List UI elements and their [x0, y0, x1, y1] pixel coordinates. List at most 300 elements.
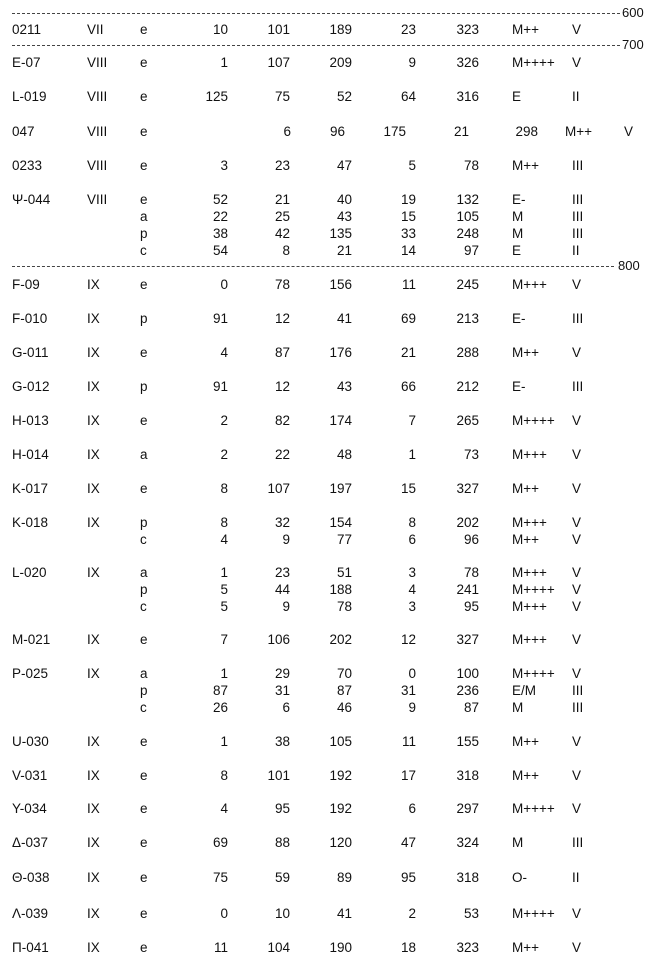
cell-type: p [140, 311, 148, 326]
cell-value: 96 [329, 124, 345, 139]
cell-value: 9 [282, 532, 290, 547]
cell-value: 6 [408, 801, 416, 816]
cell-class: II [572, 89, 580, 104]
cell-value: 89 [336, 870, 352, 885]
row-period: IX [87, 940, 100, 955]
cell-value: 2 [408, 906, 416, 921]
row-period: IX [87, 311, 100, 326]
cell-value: 174 [329, 413, 352, 428]
cell-type: e [140, 768, 148, 783]
cell-value: 298 [515, 124, 538, 139]
cell-grade: O- [512, 870, 527, 885]
cell-type: p [140, 683, 148, 698]
cell-value: 104 [267, 940, 290, 955]
cell-value: 31 [400, 683, 416, 698]
cell-class: V [572, 599, 582, 614]
cell-value: 175 [383, 124, 406, 139]
cell-total: 245 [456, 277, 479, 292]
cell-total: 236 [456, 683, 479, 698]
cell-type: a [140, 565, 148, 580]
cell-value: 87 [274, 345, 290, 360]
cell-type: p [140, 226, 148, 241]
cell-class: III [572, 209, 584, 224]
cell-class: V [572, 582, 582, 597]
row-period: IX [87, 447, 100, 462]
cell-value: 11 [401, 734, 416, 749]
cell-value: 11 [213, 940, 228, 955]
row-id: F-09 [12, 277, 40, 292]
cell-class: V [572, 940, 582, 955]
cell-value: 29 [274, 666, 290, 681]
cell-value: 4 [220, 801, 228, 816]
cell-value: 47 [336, 158, 352, 173]
cell-value: 19 [400, 192, 416, 207]
cell-grade: M++++ [512, 55, 555, 70]
cell-value: 21 [400, 345, 416, 360]
cell-type: a [140, 209, 148, 224]
cell-value: 11 [401, 277, 416, 292]
cell-value: 2 [220, 447, 228, 462]
cell-total: 288 [456, 345, 479, 360]
cell-class: V [572, 22, 582, 37]
row-id: 0211 [12, 22, 42, 37]
cell-grade: M++ [512, 481, 540, 496]
cell-value: 12 [274, 379, 290, 394]
cell-class: V [572, 565, 582, 580]
cell-value: 107 [267, 55, 290, 70]
cell-value: 156 [329, 277, 352, 292]
row-period: IX [87, 632, 100, 647]
cell-total: 326 [456, 55, 479, 70]
row-period: IX [87, 277, 100, 292]
cell-total: 212 [456, 379, 479, 394]
cell-value: 59 [274, 870, 290, 885]
cell-type: e [140, 940, 148, 955]
cell-grade: M++++ [512, 413, 555, 428]
cell-value: 87 [212, 683, 228, 698]
cell-class: III [572, 683, 584, 698]
cell-type: e [140, 89, 148, 104]
cell-grade: M++ [512, 940, 540, 955]
cell-value: 8 [220, 768, 228, 783]
cell-class: V [572, 515, 582, 530]
cell-total: 213 [456, 311, 479, 326]
cell-value: 38 [274, 734, 290, 749]
cell-total: 327 [456, 481, 479, 496]
cell-type: e [140, 22, 148, 37]
cell-value: 10 [274, 906, 290, 921]
cell-class: V [572, 768, 582, 783]
cell-value: 189 [329, 22, 352, 37]
cell-type: p [140, 515, 148, 530]
cell-value: 46 [336, 700, 352, 715]
cell-value: 75 [212, 870, 228, 885]
cell-value: 1 [220, 734, 228, 749]
cell-value: 5 [220, 599, 228, 614]
cell-grade: E [512, 89, 522, 104]
row-period: IX [87, 379, 100, 394]
cell-type: e [140, 835, 148, 850]
cell-total: 323 [456, 940, 479, 955]
cell-class: III [572, 192, 584, 207]
row-period: IX [87, 906, 100, 921]
row-id: L-020 [12, 565, 47, 580]
cell-type: e [140, 277, 148, 292]
row-id: H-013 [12, 413, 49, 428]
cell-total: 297 [456, 801, 479, 816]
cell-value: 192 [329, 801, 352, 816]
cell-class: V [572, 277, 582, 292]
cell-value: 6 [408, 532, 416, 547]
cell-value: 95 [400, 870, 416, 885]
cell-total: 241 [456, 582, 479, 597]
cell-grade: M++++ [512, 906, 555, 921]
cell-grade: M++++ [512, 582, 555, 597]
cell-value: 209 [329, 55, 352, 70]
row-id: Y-034 [12, 801, 47, 816]
row-id: L-019 [12, 89, 47, 104]
cell-total: 96 [463, 532, 479, 547]
separator-label: 600 [622, 5, 644, 20]
cell-grade: M++ [512, 768, 540, 783]
separator-label: 700 [622, 37, 644, 52]
cell-value: 17 [400, 768, 416, 783]
cell-value: 192 [329, 768, 352, 783]
cell-value: 12 [274, 311, 290, 326]
cell-value: 87 [336, 683, 352, 698]
cell-type: a [140, 666, 148, 681]
cell-value: 44 [274, 582, 290, 597]
cell-class: V [572, 734, 582, 749]
row-id: G-011 [12, 345, 49, 360]
cell-value: 9 [408, 55, 416, 70]
cell-class: II [572, 870, 580, 885]
cell-total: 100 [456, 666, 479, 681]
cell-value: 8 [282, 243, 290, 258]
cell-value: 26 [212, 700, 228, 715]
cell-value: 52 [336, 89, 352, 104]
cell-value: 23 [400, 22, 416, 37]
row-period: VIII [87, 158, 108, 173]
cell-grade: M+++ [512, 565, 547, 580]
cell-value: 9 [282, 599, 290, 614]
cell-class: III [572, 835, 584, 850]
cell-grade: E- [512, 379, 526, 394]
cell-value: 52 [212, 192, 228, 207]
row-period: IX [87, 515, 100, 530]
cell-grade: M+++ [512, 599, 547, 614]
cell-type: e [140, 124, 148, 139]
cell-value: 23 [274, 158, 290, 173]
cell-value: 4 [408, 582, 416, 597]
cell-value: 0 [220, 277, 228, 292]
cell-value: 101 [267, 768, 290, 783]
cell-grade: M+++ [512, 632, 547, 647]
separator-label: 800 [618, 258, 640, 273]
cell-value: 7 [408, 413, 416, 428]
cell-grade: M++ [512, 734, 540, 749]
cell-value: 33 [400, 226, 416, 241]
row-id: E-07 [12, 55, 41, 70]
row-id: Λ-039 [12, 906, 49, 921]
cell-value: 1 [408, 447, 416, 462]
cell-grade: M++ [512, 532, 540, 547]
row-period: VII [87, 22, 104, 37]
row-id: Ψ-044 [12, 192, 51, 207]
cell-type: e [140, 345, 148, 360]
cell-class: III [572, 158, 584, 173]
row-id: K-017 [12, 481, 49, 496]
cell-grade: M++ [512, 22, 540, 37]
cell-class: V [572, 801, 582, 816]
cell-grade: M [512, 226, 524, 241]
dashed-separator [12, 266, 614, 267]
cell-value: 32 [274, 515, 290, 530]
cell-value: 6 [282, 700, 290, 715]
cell-value: 4 [220, 532, 228, 547]
cell-value: 5 [408, 158, 416, 173]
cell-total: 87 [463, 700, 479, 715]
cell-type: e [140, 192, 148, 207]
cell-class: V [572, 55, 582, 70]
cell-value: 0 [220, 906, 228, 921]
row-id: Θ-038 [12, 870, 50, 885]
cell-value: 7 [220, 632, 228, 647]
cell-type: e [140, 870, 148, 885]
cell-value: 1 [220, 565, 228, 580]
cell-class: V [572, 345, 582, 360]
cell-type: e [140, 906, 148, 921]
cell-grade: M++ [512, 158, 540, 173]
cell-value: 77 [336, 532, 352, 547]
row-id: Δ-037 [12, 835, 49, 850]
cell-value: 0 [408, 666, 416, 681]
cell-class: V [572, 632, 582, 647]
cell-total: 132 [456, 192, 479, 207]
cell-value: 78 [274, 277, 290, 292]
cell-type: e [140, 632, 148, 647]
cell-value: 3 [408, 599, 416, 614]
cell-type: e [140, 413, 148, 428]
cell-grade: M+++ [512, 277, 547, 292]
row-period: VIII [87, 55, 108, 70]
cell-value: 22 [274, 447, 290, 462]
row-id: K-018 [12, 515, 49, 530]
cell-class: II [572, 243, 580, 258]
cell-class: III [572, 226, 584, 241]
cell-grade: M [512, 700, 524, 715]
cell-grade: M++++ [512, 801, 555, 816]
dashed-separator [12, 13, 620, 14]
cell-value: 6 [283, 124, 291, 139]
cell-value: 202 [329, 632, 352, 647]
cell-value: 66 [400, 379, 416, 394]
cell-type: p [140, 582, 148, 597]
cell-value: 125 [205, 89, 228, 104]
cell-class: V [572, 413, 582, 428]
cell-type: e [140, 158, 148, 173]
row-id: V-031 [12, 768, 48, 783]
cell-total: 318 [456, 870, 479, 885]
cell-type: c [140, 532, 147, 547]
cell-value: 2 [220, 413, 228, 428]
cell-value: 3 [408, 565, 416, 580]
row-id: F-010 [12, 311, 48, 326]
cell-value: 15 [400, 481, 416, 496]
cell-value: 82 [274, 413, 290, 428]
cell-value: 95 [274, 801, 290, 816]
cell-grade: M+++ [512, 447, 547, 462]
cell-value: 101 [267, 22, 290, 37]
cell-grade: M++ [565, 124, 593, 139]
cell-value: 23 [274, 565, 290, 580]
cell-class: V [572, 666, 582, 681]
cell-total: 53 [463, 906, 479, 921]
cell-total: 73 [463, 447, 479, 462]
cell-class: V [572, 906, 582, 921]
cell-value: 91 [212, 379, 228, 394]
row-id: H-014 [12, 447, 49, 462]
cell-total: 155 [456, 734, 479, 749]
cell-total: 78 [463, 158, 479, 173]
row-period: IX [87, 481, 100, 496]
cell-value: 10 [212, 22, 228, 37]
cell-grade: E- [512, 192, 526, 207]
cell-class: III [572, 700, 584, 715]
cell-class: V [624, 124, 634, 139]
cell-grade: M+++ [512, 515, 547, 530]
cell-value: 120 [329, 835, 352, 850]
row-period: IX [87, 768, 100, 783]
cell-class: V [572, 447, 582, 462]
cell-type: c [140, 700, 147, 715]
cell-value: 190 [329, 940, 352, 955]
row-id: 047 [12, 124, 35, 139]
cell-value: 1 [220, 55, 228, 70]
cell-value: 41 [336, 906, 352, 921]
cell-value: 18 [400, 940, 416, 955]
cell-value: 106 [267, 632, 290, 647]
cell-value: 25 [274, 209, 290, 224]
cell-total: 318 [456, 768, 479, 783]
cell-value: 12 [400, 632, 416, 647]
cell-value: 70 [336, 666, 352, 681]
row-period: VIII [87, 89, 108, 104]
cell-type: a [140, 447, 148, 462]
cell-value: 88 [274, 835, 290, 850]
cell-total: 202 [456, 515, 479, 530]
cell-value: 51 [336, 565, 352, 580]
row-period: VIII [87, 192, 108, 207]
cell-value: 21 [453, 124, 469, 139]
cell-value: 1 [220, 666, 228, 681]
cell-total: 248 [456, 226, 479, 241]
cell-value: 154 [329, 515, 352, 530]
cell-value: 40 [336, 192, 352, 207]
cell-type: c [140, 599, 147, 614]
row-id: 0233 [12, 158, 43, 173]
row-period: IX [87, 835, 100, 850]
cell-value: 69 [400, 311, 416, 326]
cell-grade: M [512, 835, 524, 850]
cell-value: 64 [400, 89, 416, 104]
row-period: IX [87, 345, 100, 360]
cell-type: e [140, 481, 148, 496]
cell-grade: M++++ [512, 666, 555, 681]
cell-total: 95 [463, 599, 479, 614]
cell-value: 14 [400, 243, 416, 258]
row-id: M-021 [12, 632, 51, 647]
cell-value: 197 [329, 481, 352, 496]
dashed-separator [12, 45, 620, 46]
cell-value: 21 [336, 243, 352, 258]
cell-type: c [140, 243, 147, 258]
cell-value: 135 [329, 226, 352, 241]
cell-value: 75 [274, 89, 290, 104]
cell-value: 38 [212, 226, 228, 241]
cell-value: 9 [408, 700, 416, 715]
cell-value: 48 [336, 447, 352, 462]
cell-type: e [140, 801, 148, 816]
cell-value: 22 [212, 209, 228, 224]
row-period: IX [87, 413, 100, 428]
cell-grade: E/M [512, 683, 537, 698]
cell-value: 188 [329, 582, 352, 597]
cell-total: 105 [456, 209, 479, 224]
cell-grade: E- [512, 311, 526, 326]
cell-total: 323 [456, 22, 479, 37]
cell-grade: E [512, 243, 522, 258]
cell-total: 316 [456, 89, 479, 104]
cell-value: 105 [329, 734, 352, 749]
cell-value: 15 [400, 209, 416, 224]
cell-value: 8 [220, 515, 228, 530]
cell-value: 4 [220, 345, 228, 360]
cell-value: 5 [220, 582, 228, 597]
cell-total: 97 [463, 243, 479, 258]
cell-grade: M [512, 209, 524, 224]
cell-class: III [572, 379, 584, 394]
row-period: IX [87, 870, 100, 885]
cell-class: III [572, 311, 584, 326]
cell-type: e [140, 55, 148, 70]
cell-total: 78 [463, 565, 479, 580]
cell-value: 42 [274, 226, 290, 241]
cell-value: 69 [212, 835, 228, 850]
cell-class: V [572, 532, 582, 547]
cell-value: 8 [408, 515, 416, 530]
cell-type: p [140, 379, 148, 394]
cell-value: 31 [274, 683, 290, 698]
row-period: IX [87, 801, 100, 816]
row-id: G-012 [12, 379, 50, 394]
cell-value: 41 [336, 311, 352, 326]
cell-value: 21 [274, 192, 290, 207]
cell-type: e [140, 734, 148, 749]
cell-value: 78 [336, 599, 352, 614]
cell-value: 54 [212, 243, 228, 258]
row-period: IX [87, 734, 100, 749]
cell-total: 324 [456, 835, 479, 850]
cell-value: 3 [220, 158, 228, 173]
row-id: U-030 [12, 734, 49, 749]
row-period: IX [87, 565, 100, 580]
cell-grade: M++ [512, 345, 540, 360]
cell-value: 176 [329, 345, 352, 360]
cell-total: 265 [456, 413, 479, 428]
row-period: VIII [87, 124, 108, 139]
row-id: Π-041 [12, 940, 49, 955]
